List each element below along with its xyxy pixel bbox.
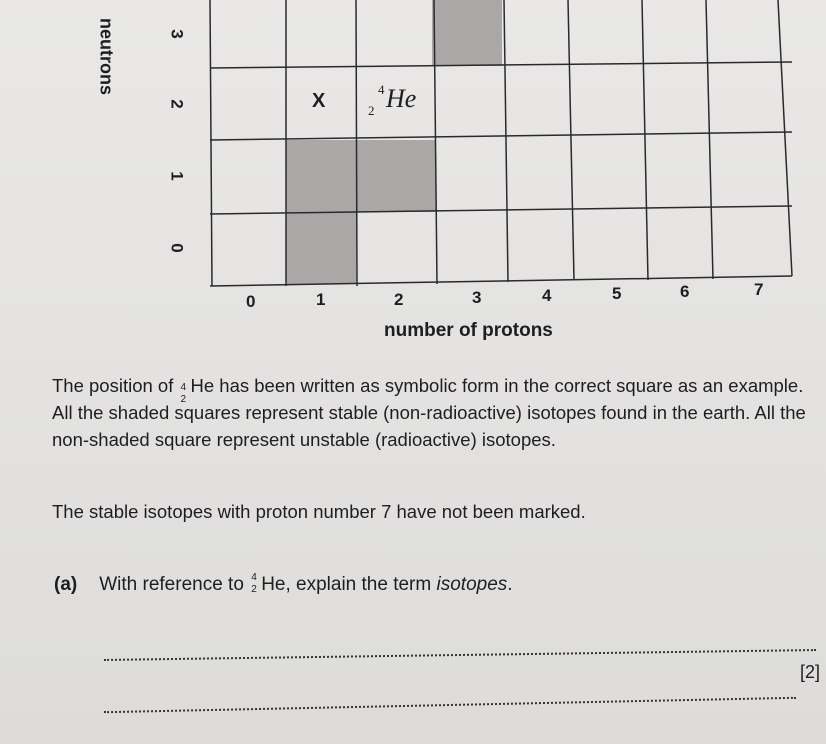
x-tick-7: 7	[754, 280, 764, 299]
shaded-cell-p1-n0	[286, 214, 356, 284]
col-line-8	[778, 0, 792, 276]
x-tick-0: 0	[246, 292, 256, 311]
x-axis-label: number of protons	[384, 320, 553, 341]
shaded-cell-p2-n1	[356, 140, 436, 212]
y-tick-2: 2	[167, 99, 187, 109]
marks-label: [2]	[800, 662, 821, 682]
col-line-2	[356, 0, 357, 286]
x-tick-4: 4	[542, 286, 552, 305]
col-line-5	[568, 0, 574, 280]
y-tick-0: 0	[167, 243, 187, 253]
answer-line-2[interactable]	[104, 697, 796, 713]
cell-mark-x: X	[312, 90, 326, 112]
question-a: (a) With reference to 4 2 He, explain the term isotopes.	[54, 572, 513, 595]
x-tick-3: 3	[472, 288, 482, 307]
shaded-cell-p3-n3	[432, 0, 502, 66]
y-axis-label: neutrons	[96, 17, 117, 95]
answer-line-1[interactable]	[104, 649, 816, 661]
shaded-cell-p1-n1	[286, 140, 356, 214]
isotope-grid	[0, 0, 826, 300]
exam-page: neutrons 3 2 1 0 X 4 2 He 0 1 2 3 4 5 6 7 number of protons The position of 4 2 He has been written as symbolic form in the correct square as an example. All the shaded squares represent stable (non-radioactive) isotopes found in the earth. All the non-shaded square represent unstable (radioactive) isotopes. The stable isotopes with proton number 7 have not been marked. (a) With reference to 4 2 He, explain the term isotopes. [2]	[0, 0, 826, 744]
x-tick-2: 2	[394, 290, 404, 309]
y-tick-1: 1	[167, 171, 187, 181]
x-tick-6: 6	[680, 282, 690, 301]
y-tick-3: 3	[167, 29, 187, 39]
note-paragraph: The stable isotopes with proton number 7 have not been marked.	[52, 501, 586, 522]
x-tick-1: 1	[316, 290, 326, 309]
x-tick-5: 5	[612, 284, 622, 303]
col-line-7	[706, 0, 713, 279]
nuclide-notation: 4 2	[180, 382, 187, 405]
intro-paragraph: The position of 4 2 He has been written as symbolic form in the correct square as an example. All the shaded squares represent stable (non-radioactive) isotopes found in the earth. All the non-shaded square represent unstable (radioactive) isotopes.	[52, 375, 806, 450]
col-line-6	[642, 0, 648, 280]
col-line-0	[210, 0, 212, 286]
col-line-4	[504, 0, 508, 282]
row-line-2	[210, 132, 792, 140]
